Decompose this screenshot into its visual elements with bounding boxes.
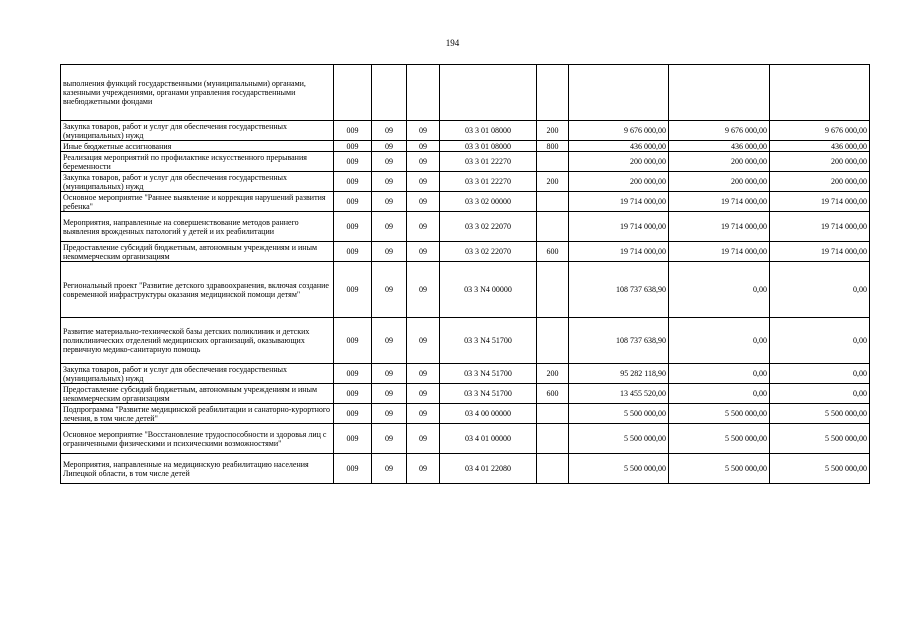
row-sum-2: 5 500 000,00 [669, 424, 770, 454]
row-ved: 009 [334, 424, 372, 454]
row-rz: 09 [372, 384, 407, 404]
row-sum-1: 9 676 000,00 [569, 121, 669, 141]
row-ved [334, 65, 372, 121]
row-ved: 009 [334, 172, 372, 192]
row-sum-1: 19 714 000,00 [569, 192, 669, 212]
row-pr: 09 [407, 152, 440, 172]
row-csr: 03 4 01 22080 [440, 454, 537, 484]
row-vr [537, 262, 569, 318]
row-vr: 600 [537, 242, 569, 262]
row-csr: 03 3 02 22070 [440, 242, 537, 262]
row-ved: 009 [334, 121, 372, 141]
row-pr: 09 [407, 262, 440, 318]
table-row [61, 242, 870, 262]
row-pr: 09 [407, 364, 440, 384]
row-vr [537, 192, 569, 212]
table-row [61, 152, 870, 172]
row-vr [537, 404, 569, 424]
row-sum-1: 95 282 118,90 [569, 364, 669, 384]
row-sum-1: 19 714 000,00 [569, 212, 669, 242]
table-row [61, 424, 870, 454]
row-sum-2: 436 000,00 [669, 141, 770, 152]
row-csr: 03 4 01 00000 [440, 424, 537, 454]
row-sum-3: 0,00 [770, 262, 870, 318]
table-row [61, 262, 870, 318]
row-ved: 009 [334, 384, 372, 404]
row-sum-3: 5 500 000,00 [770, 454, 870, 484]
row-csr: 03 4 00 00000 [440, 404, 537, 424]
table-row [61, 404, 870, 424]
row-name: Закупка товаров, работ и услуг для обеспечения государственных (муниципальных) нужд [61, 364, 334, 384]
table-row [61, 192, 870, 212]
row-name: Региональный проект "Развитие детского здравоохранения, включая создание современной инфраструктуры оказания медицинской помощи детям" [61, 262, 334, 318]
table-row [61, 141, 870, 152]
row-sum-2: 19 714 000,00 [669, 212, 770, 242]
row-sum-1: 108 737 638,90 [569, 318, 669, 364]
page-number: 194 [445, 38, 460, 48]
row-name: Закупка товаров, работ и услуг для обеспечения государственных (муниципальных) нужд [61, 121, 334, 141]
row-sum-1: 5 500 000,00 [569, 454, 669, 484]
row-vr [537, 318, 569, 364]
table-row [61, 384, 870, 404]
row-sum-1: 436 000,00 [569, 141, 669, 152]
row-rz [372, 65, 407, 121]
row-sum-3: 19 714 000,00 [770, 212, 870, 242]
row-sum-2: 9 676 000,00 [669, 121, 770, 141]
row-vr: 200 [537, 121, 569, 141]
row-pr: 09 [407, 454, 440, 484]
row-pr: 09 [407, 141, 440, 152]
row-sum-3: 19 714 000,00 [770, 242, 870, 262]
row-rz: 09 [372, 121, 407, 141]
row-ved: 009 [334, 262, 372, 318]
row-csr: 03 3 N4 51700 [440, 384, 537, 404]
row-vr [537, 424, 569, 454]
row-pr: 09 [407, 424, 440, 454]
row-rz: 09 [372, 364, 407, 384]
row-rz: 09 [372, 454, 407, 484]
row-sum-2: 19 714 000,00 [669, 242, 770, 262]
row-sum-2: 0,00 [669, 364, 770, 384]
row-sum-3: 0,00 [770, 384, 870, 404]
budget-table [60, 64, 870, 484]
row-rz: 09 [372, 192, 407, 212]
row-name: Мероприятия, направленные на совершенствование методов раннего выявления врожденных патологий у детей и их реабилитации [61, 212, 334, 242]
row-sum-3: 436 000,00 [770, 141, 870, 152]
row-csr: 03 3 01 22270 [440, 152, 537, 172]
row-vr [537, 152, 569, 172]
table-row [61, 364, 870, 384]
row-csr: 03 3 02 22070 [440, 212, 537, 242]
row-sum-1: 19 714 000,00 [569, 242, 669, 262]
row-pr: 09 [407, 121, 440, 141]
row-pr: 09 [407, 318, 440, 364]
row-vr [537, 454, 569, 484]
row-sum-2: 200 000,00 [669, 172, 770, 192]
table-row [61, 121, 870, 141]
row-name: Предоставление субсидий бюджетным, автономным учреждениям и иным некоммерческим организациям [61, 242, 334, 262]
row-name: Предоставление субсидий бюджетным, автономным учреждениям и иным некоммерческим организациям [61, 384, 334, 404]
row-sum-2 [669, 65, 770, 121]
row-sum-2: 200 000,00 [669, 152, 770, 172]
row-sum-3: 19 714 000,00 [770, 192, 870, 212]
row-rz: 09 [372, 172, 407, 192]
row-ved: 009 [334, 212, 372, 242]
row-sum-2: 5 500 000,00 [669, 404, 770, 424]
row-sum-3: 5 500 000,00 [770, 424, 870, 454]
table-row [61, 172, 870, 192]
row-name: Закупка товаров, работ и услуг для обеспечения государственных (муниципальных) нужд [61, 172, 334, 192]
row-vr [537, 65, 569, 121]
row-ved: 009 [334, 364, 372, 384]
row-sum-2: 19 714 000,00 [669, 192, 770, 212]
row-sum-1: 108 737 638,90 [569, 262, 669, 318]
row-sum-3: 0,00 [770, 318, 870, 364]
row-sum-3: 9 676 000,00 [770, 121, 870, 141]
row-sum-3: 200 000,00 [770, 172, 870, 192]
row-name: Основное мероприятие "Раннее выявление и коррекция нарушений развития ребенка" [61, 192, 334, 212]
row-vr [537, 212, 569, 242]
row-rz: 09 [372, 262, 407, 318]
row-csr: 03 3 N4 51700 [440, 364, 537, 384]
row-name: Развитие материально-технической базы детских поликлиник и детских поликлинических отделений медицинских организаций, оказывающих первичную медико-санитарную помощь [61, 318, 334, 364]
row-pr: 09 [407, 404, 440, 424]
row-sum-2: 0,00 [669, 384, 770, 404]
row-name: Иные бюджетные ассигнования [61, 141, 334, 152]
row-ved: 009 [334, 152, 372, 172]
row-csr: 03 3 N4 00000 [440, 262, 537, 318]
row-rz: 09 [372, 141, 407, 152]
table-row [61, 318, 870, 364]
row-pr: 09 [407, 172, 440, 192]
row-ved: 009 [334, 141, 372, 152]
row-pr: 09 [407, 384, 440, 404]
row-ved: 009 [334, 318, 372, 364]
row-rz: 09 [372, 424, 407, 454]
row-ved: 009 [334, 454, 372, 484]
row-rz: 09 [372, 404, 407, 424]
row-sum-2: 0,00 [669, 318, 770, 364]
row-sum-3 [770, 65, 870, 121]
row-pr: 09 [407, 212, 440, 242]
table-body [61, 65, 870, 484]
row-ved: 009 [334, 404, 372, 424]
row-sum-3: 0,00 [770, 364, 870, 384]
row-csr: 03 3 01 08000 [440, 141, 537, 152]
row-vr: 600 [537, 384, 569, 404]
row-vr: 200 [537, 172, 569, 192]
row-sum-1: 200 000,00 [569, 172, 669, 192]
table-row [61, 212, 870, 242]
row-csr: 03 3 02 00000 [440, 192, 537, 212]
row-sum-1: 13 455 520,00 [569, 384, 669, 404]
row-rz: 09 [372, 318, 407, 364]
row-pr: 09 [407, 192, 440, 212]
row-rz: 09 [372, 242, 407, 262]
row-sum-2: 5 500 000,00 [669, 454, 770, 484]
row-name: Основное мероприятие "Восстановление трудоспособности и здоровья лиц с ограниченными физическими и психическими возможностями" [61, 424, 334, 454]
row-sum-3: 5 500 000,00 [770, 404, 870, 424]
row-rz: 09 [372, 212, 407, 242]
row-sum-1: 200 000,00 [569, 152, 669, 172]
row-name: выполнения функций государственными (муниципальными) органами, казенными учреждениями, органами управления государственными внебюджетными фондами [61, 65, 334, 121]
row-ved: 009 [334, 192, 372, 212]
row-rz: 09 [372, 152, 407, 172]
row-name: Мероприятия, направленные на медицинскую реабилитацию населения Липецкой области, в том числе детей [61, 454, 334, 484]
table-row [61, 454, 870, 484]
table-row [61, 65, 870, 121]
row-name: Подпрограмма "Развитие медицинской реабилитации и санаторно-курортного лечения, в том числе детей" [61, 404, 334, 424]
row-ved: 009 [334, 242, 372, 262]
row-csr [440, 65, 537, 121]
row-sum-2: 0,00 [669, 262, 770, 318]
row-sum-1 [569, 65, 669, 121]
row-pr: 09 [407, 242, 440, 262]
row-sum-3: 200 000,00 [770, 152, 870, 172]
row-csr: 03 3 01 22270 [440, 172, 537, 192]
row-name: Реализация мероприятий по профилактике искусственного прерывания беременности [61, 152, 334, 172]
row-csr: 03 3 01 08000 [440, 121, 537, 141]
row-vr: 200 [537, 364, 569, 384]
row-sum-1: 5 500 000,00 [569, 424, 669, 454]
row-pr [407, 65, 440, 121]
row-csr: 03 3 N4 51700 [440, 318, 537, 364]
row-vr: 800 [537, 141, 569, 152]
row-sum-1: 5 500 000,00 [569, 404, 669, 424]
